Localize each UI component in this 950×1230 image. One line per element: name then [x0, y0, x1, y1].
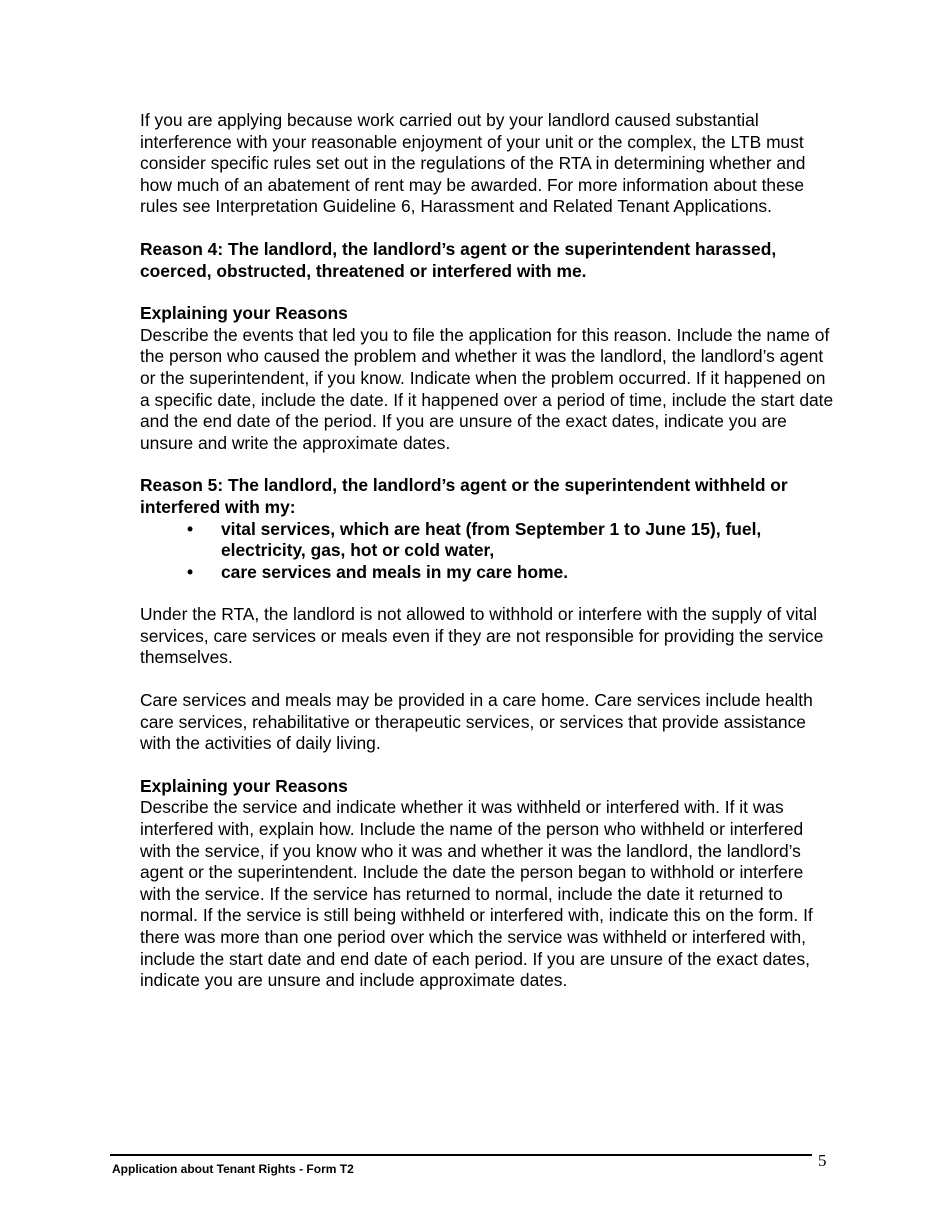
page-number: 5 — [818, 1151, 827, 1170]
rta-paragraph: Under the RTA, the landlord is not allowed to withhold or interfere with the supply of vital services, care services or meals even if they are not responsible for providing the service themselves. — [140, 604, 824, 668]
footer-divider — [110, 1154, 812, 1156]
explaining-reasons-heading-2: Explaining your Reasons — [140, 775, 348, 796]
footer-form-title: Application about Tenant Rights - Form T2 — [112, 1162, 354, 1176]
explaining-reasons-section-2 — [140, 776, 838, 992]
explaining-reasons-section-1 — [140, 303, 838, 454]
explaining-reasons-text-2: Describe the service and indicate whether it was withheld or interfered with. If it was interfered with, explain how. Include the name of the person who withheld or interfered with the service, if you know who it was and whether it was the landlord, the landlord’s agent or the superintendent. Include the date the person began to withhold or interfere with the service. If the service has returned to normal, include the date it returned to normal. If the service is still being withheld or interfered with, indicate this on the form. If there was more than one period over which the service was withheld or interfered with, include the start date and end date of each period. If you are unsure of the exact dates, indicate you are unsure and include approximate dates. — [140, 797, 813, 991]
reason-5-heading: Reason 5: The landlord, the landlord’s agent or the superintendent withheld or interfered with my: — [140, 475, 788, 517]
list-item — [140, 562, 838, 584]
explaining-reasons-heading-1: Explaining your Reasons — [140, 303, 348, 324]
page-body — [140, 110, 838, 992]
list-item — [140, 519, 838, 562]
bullet-text: vital services, which are heat (from September 1 to June 15), fuel, electricity, gas, hot or cold water, — [221, 518, 762, 561]
care-services-paragraph: Care services and meals may be provided in a care home. Care services include health care services, rehabilitative or therapeutic services, or services that provide assistance with the activities of daily living. — [140, 690, 813, 754]
reason-5-bullet-list — [140, 519, 838, 584]
explaining-reasons-text-1: Describe the events that led you to file the application for this reason. Include the name of the person who caused the problem and whether it was the landlord, the landlord’s agent or the superintendent, if you know. Indicate when the problem occurred. If it happened on a specific date, include the date. If it happened over a period of time, include the start date and the end date of the period. If you are unsure of the exact dates, indicate you are unsure and write the approximate dates. — [140, 324, 834, 453]
bullet-text: care services and meals in my care home. — [221, 561, 569, 582]
intro-paragraph: If you are applying because work carried out by your landlord caused substantial interference with your reasonable enjoyment of your unit or the complex, the LTB must consider specific rules set out in the regulations of the RTA in determining whether and how much of an abatement of rent may be awarded. For more information about these rules see Interpretation Guideline 6, Harassment and Related Tenant Applications. — [140, 110, 806, 217]
reason-4-heading: Reason 4: The landlord, the landlord’s agent or the superintendent harassed, coerced, obstructed, threatened or interfered with me. — [140, 238, 777, 281]
bullet-icon: • — [187, 518, 194, 539]
reason-5-section — [140, 475, 838, 583]
bullet-icon: • — [187, 561, 194, 582]
